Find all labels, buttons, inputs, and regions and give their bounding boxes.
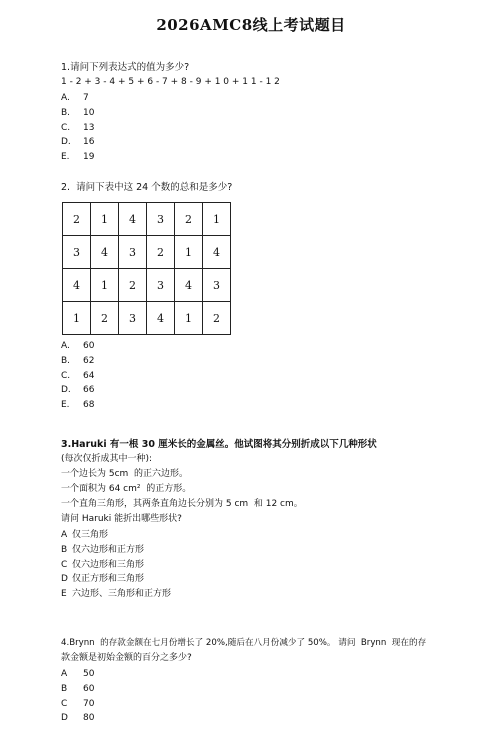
grid-cell: 3 <box>119 236 147 269</box>
option-a[interactable]: A. 7 <box>61 93 89 103</box>
grid-cell: 2 <box>63 203 91 236</box>
grid-cell: 1 <box>91 269 119 302</box>
option-c[interactable]: C. 13 <box>61 122 95 133</box>
grid-cell: 2 <box>147 236 175 269</box>
option-b[interactable]: B 仅六边形和正方形 <box>61 544 145 555</box>
option-e[interactable]: E. 19 <box>61 152 95 163</box>
grid-cell: 2 <box>203 302 231 335</box>
option-c[interactable]: C. 64 <box>61 370 95 381</box>
grid-cell: 2 <box>119 269 147 302</box>
grid-cell: 2 <box>91 302 119 335</box>
option-a[interactable]: A 50 <box>61 669 95 679</box>
grid-cell: 4 <box>175 269 203 302</box>
question-3-line: 一个直角三角形，其两条直角边长分别为 5 cm 和 12 cm。 <box>61 499 303 509</box>
option-b[interactable]: B 60 <box>61 683 95 694</box>
question-3 <box>61 437 481 602</box>
number-grid <box>62 202 231 335</box>
option-d[interactable]: D 80 <box>61 713 95 724</box>
grid-cell: 3 <box>147 203 175 236</box>
grid-cell: 2 <box>175 203 203 236</box>
grid-cell: 1 <box>91 203 119 236</box>
option-a[interactable]: A 仅三角形 <box>61 530 109 540</box>
option-d[interactable]: D. 66 <box>61 385 95 396</box>
option-d[interactable]: D 仅正方形和三角形 <box>61 574 145 585</box>
question-3-line: (每次仅折成其中一种): <box>61 454 153 464</box>
grid-cell: 4 <box>91 236 119 269</box>
grid-cell: 1 <box>175 302 203 335</box>
question-1-text: 1.请问下列表达式的值为多少? <box>61 62 190 73</box>
grid-cell: 1 <box>63 302 91 335</box>
question-3-options <box>61 528 481 602</box>
question-3-line: 一个边长为 5cm 的正六边形。 <box>61 469 189 479</box>
option-c[interactable]: C 仅六边形和三角形 <box>61 559 145 570</box>
question-1-options <box>61 91 481 165</box>
grid-row <box>63 236 231 269</box>
option-e[interactable]: E 六边形、三角形和正方形 <box>61 589 172 600</box>
question-4-line: 款金额是初始金额的百分之多少? <box>61 653 192 663</box>
question-4 <box>61 636 491 726</box>
page-title: 2026AMC8线上考试题目 <box>156 16 346 34</box>
grid-cell: 3 <box>147 269 175 302</box>
option-b[interactable]: B. 10 <box>61 107 95 118</box>
question-1-expression: 1 - 2 + 3 - 4 + 5 + 6 - 7 + 8 - 9 + 1 0 + 1 1 - 1 2 <box>61 77 280 87</box>
question-1 <box>61 60 481 165</box>
grid-cell: 4 <box>203 236 231 269</box>
question-2-options <box>61 339 481 413</box>
grid-row <box>63 302 231 335</box>
grid-cell: 4 <box>147 302 175 335</box>
grid-cell: 1 <box>175 236 203 269</box>
question-2 <box>61 180 481 413</box>
question-4-line: 4.Brynn 的存款金额在七月份增长了 20%,随后在八月份减少了 50%。 请问 Brynn 现在的存 <box>61 638 427 648</box>
grid-cell: 3 <box>203 269 231 302</box>
question-3-line: 一个面积为 64 cm² 的正方形。 <box>61 484 192 494</box>
question-4-options <box>61 667 491 726</box>
question-3-line: 3.Haruki 有一根 30 厘米长的金属丝。他试图将其分别折成以下几种形状 <box>61 439 377 450</box>
grid-cell: 4 <box>63 269 91 302</box>
option-e[interactable]: E. 68 <box>61 400 95 411</box>
option-d[interactable]: D. 16 <box>61 137 95 148</box>
grid-row <box>63 203 231 236</box>
question-3-text <box>61 437 481 527</box>
grid-cell: 3 <box>119 302 147 335</box>
grid-cell: 3 <box>63 236 91 269</box>
option-b[interactable]: B. 62 <box>61 355 95 366</box>
grid-cell: 4 <box>119 203 147 236</box>
question-3-line: 请问 Haruki 能折出哪些形状? <box>61 514 182 524</box>
question-2-text: 2. 请问下表中这 24 个数的总和是多少? <box>61 182 233 193</box>
option-c[interactable]: C 70 <box>61 698 95 709</box>
question-4-text <box>61 636 491 666</box>
grid-cell: 1 <box>203 203 231 236</box>
grid-row <box>63 269 231 302</box>
option-a[interactable]: A. 60 <box>61 341 95 351</box>
